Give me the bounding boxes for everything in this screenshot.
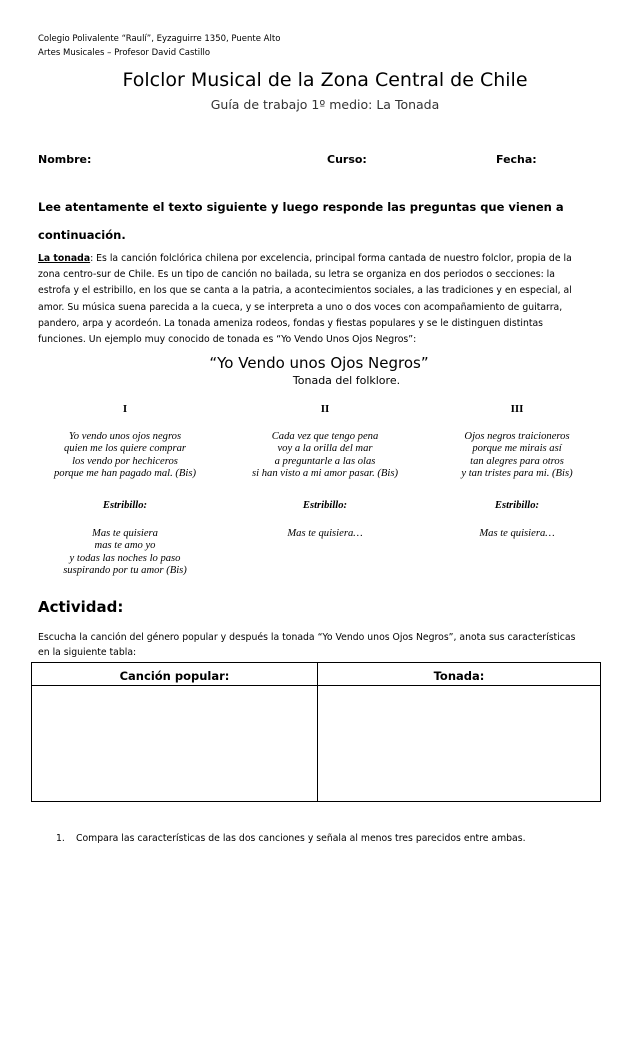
intro-line: funciones. Un ejemplo muy conocido de tonada es “Yo Vendo Unos Ojos Negros”: xyxy=(38,334,417,346)
instruction-line-1: Lee atentamente el texto siguiente y luego responde las preguntas que vienen a xyxy=(38,200,564,214)
intro-line: pandero, arpa y acordeón. La tonada ameniza rodeos, fondas y fiestas populares y se le distinguen distintas xyxy=(38,317,544,329)
lyric-line: quien me los quiere comprar xyxy=(63,443,186,455)
lyric-line: y todas las noches lo paso xyxy=(69,552,181,564)
stanza-numeral: II xyxy=(320,403,330,415)
lyric-line: Cada vez que tengo pena xyxy=(271,431,379,442)
song-subtitle: Tonada del folklore. xyxy=(292,374,401,387)
page-subtitle: Guía de trabajo 1º medio: La Tonada xyxy=(210,97,440,112)
lyric-line: porque me mirais así xyxy=(472,443,562,455)
chorus-label: Estribillo: xyxy=(302,500,348,511)
intro-term: La tonada xyxy=(38,253,91,264)
name-field-label: Nombre: xyxy=(38,153,92,166)
lyric-line: Yo vendo unos ojos negros xyxy=(68,431,182,442)
stanza-3 xyxy=(417,431,617,481)
table-header-popular xyxy=(32,663,318,686)
lyric-line: los vendo por hechiceros xyxy=(72,455,178,467)
school-address: Colegio Polivalente “Raulí”, Eyzaguirre 1350, Puente Alto xyxy=(38,34,281,44)
lyric-line: Mas te quisiera… xyxy=(287,528,363,539)
song-title: “Yo Vendo unos Ojos Negros” xyxy=(209,354,429,372)
intro-line: amor. Su música suena parecida a la cueca, y se interpreta a uno o dos voces con acompañamiento de guitarra, xyxy=(38,301,563,313)
question-text: Compara las características de las dos canciones y señala al menos tres parecidos entre ambas. xyxy=(76,833,526,844)
tonada-answer-cell[interactable] xyxy=(318,686,601,802)
table-header-tonada xyxy=(318,663,601,686)
lyric-line: porque me han pagado mal. (Bis) xyxy=(53,468,197,480)
chorus-2 xyxy=(225,528,425,540)
intro-line: : Es la canción folclórica chilena por excelencia, principal forma cantada de nuestro folclor, propia de la xyxy=(90,253,572,264)
teacher-line: Artes Musicales – Profesor David Castillo xyxy=(38,48,211,58)
lyric-line: tan alegres para otros xyxy=(470,455,564,467)
activity-text: Escucha la canción del género popular y después la tonada “Yo Vendo unos Ojos Negros”, anota sus características xyxy=(38,632,576,643)
intro-line: estrofa y el estribillo, en los que se canta a la patria, a acontecimientos sociales, a las tradiciones y en especial, al xyxy=(38,285,572,297)
lyric-line: a preguntarle a las olas xyxy=(274,455,376,467)
lyric-line: voy a la orilla del mar xyxy=(277,443,373,455)
lyric-line: Ojos negros traicioneros xyxy=(464,431,570,442)
chorus-label: Estribillo: xyxy=(494,500,540,511)
activity-text: en la siguiente tabla: xyxy=(38,647,137,658)
stanza-1 xyxy=(25,431,225,481)
question-number: 1. xyxy=(56,833,65,844)
chorus-3 xyxy=(417,528,617,540)
lyric-line: si han visto a mi amor pasar. (Bis) xyxy=(252,468,398,480)
intro-line: zona centro-sur de Chile. Es un tipo de canción no bailada, su letra se organiza en dos periodos o secciones: la xyxy=(38,269,555,281)
popular-answer-cell[interactable] xyxy=(32,686,318,802)
chorus-label: Estribillo: xyxy=(102,500,148,511)
lyric-line: Mas te quisiera… xyxy=(479,528,555,539)
header-label: Tonada: xyxy=(433,668,485,683)
stanza-numeral: III xyxy=(510,403,524,415)
stanza-numeral: I xyxy=(122,403,128,415)
lyric-line: suspirando por tu amor (Bis) xyxy=(63,565,187,577)
course-field-label: Curso: xyxy=(327,153,367,166)
chorus-1 xyxy=(25,528,225,578)
header-label: Canción popular: xyxy=(119,668,230,683)
intro-paragraph xyxy=(38,251,598,348)
page-title: Folclor Musical de la Zona Central de Chile xyxy=(122,69,528,91)
instruction-line-2: continuación. xyxy=(38,228,126,242)
stanza-2 xyxy=(225,431,425,481)
lyric-line: mas te amo yo xyxy=(94,540,156,552)
comparison-table xyxy=(31,662,601,802)
lyric-line: y tan tristes para mi. (Bis) xyxy=(461,468,573,480)
activity-heading: Actividad: xyxy=(38,598,124,616)
lyric-line: Mas te quisiera xyxy=(92,528,158,539)
date-field-label: Fecha: xyxy=(496,153,537,166)
